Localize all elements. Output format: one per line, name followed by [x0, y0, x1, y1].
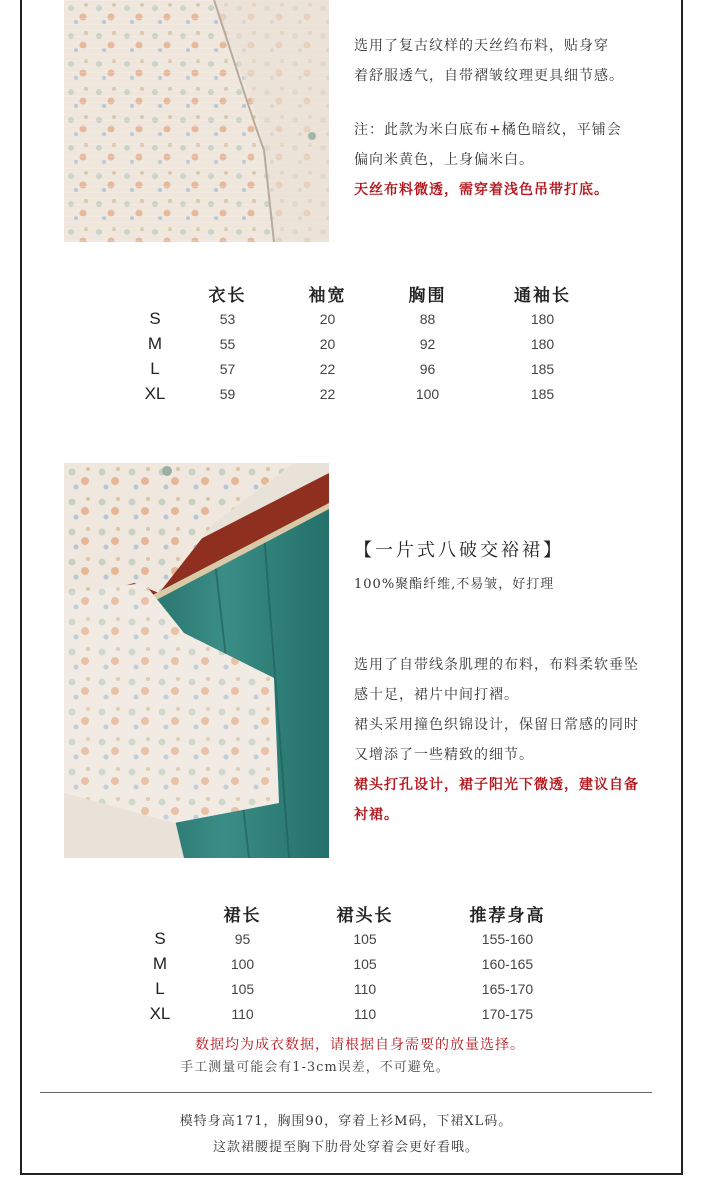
- table-cell: 100: [415, 385, 440, 402]
- skirt-size-table: [135, 900, 585, 1026]
- table-row: [135, 926, 585, 951]
- table-cell: 22: [319, 385, 336, 402]
- table-row: [130, 306, 610, 331]
- size-cell: S: [149, 308, 161, 328]
- desc-line: 感十足，裙片中间打褶。: [354, 687, 519, 703]
- skirt-description: [354, 650, 684, 830]
- table-header-row: [130, 280, 610, 306]
- header-cell: 胸围: [408, 285, 447, 306]
- table-row: [135, 976, 585, 1001]
- size-cell: M: [152, 953, 168, 973]
- footer-line: 模特身高171，胸围90，穿着上衫M码，下裙XL码。: [179, 1114, 513, 1129]
- table-cell: 160-165: [481, 955, 534, 972]
- table-cell: 155-160: [481, 930, 534, 947]
- header-cell: 推荐身高: [469, 905, 546, 926]
- data-note: 数据均为成衣数据，请根据自身需要的放量选择。: [195, 1037, 525, 1053]
- skirt-material: [354, 570, 684, 600]
- skirt-detail-photo: [64, 463, 329, 858]
- warning-text: 裙头打孔设计，裙子阳光下微透，建议自备: [354, 777, 639, 793]
- table-cell: 110: [353, 1005, 377, 1022]
- divider-line: [40, 1092, 652, 1093]
- table-cell: 53: [219, 310, 236, 327]
- skirt-title: 【一片式八破交裕裙】: [354, 540, 564, 561]
- table-header-row: [135, 900, 585, 926]
- measure-note: 手工测量可能会有1-3cm误差，不可避免。: [180, 1060, 450, 1075]
- warning-text: 天丝布料微透，需穿着浅色吊带打底。: [354, 182, 609, 198]
- footer-line: 这款裙腰提至胸下肋骨处穿着会更好看哦。: [212, 1140, 479, 1155]
- table-cell: 105: [353, 955, 377, 972]
- table-cell: 96: [419, 360, 436, 377]
- header-cell: [130, 280, 180, 306]
- desc-line: 选用了自带线条肌理的布料，布料柔软垂坠: [354, 657, 639, 673]
- table-cell: 180: [530, 310, 555, 327]
- table-cell: 165-170: [481, 980, 534, 997]
- table-cell: 59: [219, 385, 236, 402]
- size-cell: S: [154, 928, 166, 948]
- desc-line: 着舒服透气，自带褶皱纹理更具细节感。: [354, 68, 624, 84]
- table-cell: 95: [234, 930, 251, 947]
- color-note-line: 注：此款为米白底布+橘色暗纹，平铺会: [354, 122, 622, 138]
- table-cell: 100: [230, 955, 255, 972]
- size-cell: L: [150, 358, 160, 378]
- blouse-size-table: [130, 280, 610, 406]
- table-cell: 185: [530, 360, 555, 377]
- color-note-line: 偏向米黄色，上身偏米白。: [354, 152, 534, 168]
- table-cell: 22: [319, 360, 336, 377]
- table-cell: 170-175: [481, 1005, 534, 1022]
- table-cell: 88: [419, 310, 436, 327]
- table-cell: 55: [219, 335, 236, 352]
- table-cell: 57: [219, 360, 236, 377]
- table-row: [130, 381, 610, 406]
- blouse-detail-photo: [64, 0, 329, 242]
- table-cell: 105: [230, 980, 255, 997]
- size-cell: M: [147, 333, 163, 353]
- size-cell: L: [155, 978, 165, 998]
- blouse-description: [354, 31, 674, 205]
- header-cell: 裙长: [223, 905, 262, 926]
- desc-line: 又增添了一些精致的细节。: [354, 747, 534, 763]
- table-row: [130, 356, 610, 381]
- desc-line: 选用了复古纹样的天丝绉布料，贴身穿: [354, 38, 609, 54]
- table-row: [135, 1001, 585, 1026]
- table-cell: 20: [319, 335, 336, 352]
- table-cell: 92: [419, 335, 436, 352]
- table-row: [135, 951, 585, 976]
- header-cell: 通袖长: [514, 285, 571, 306]
- warning-text: 衬裙。: [354, 807, 399, 823]
- table-row: [130, 331, 610, 356]
- table-cell: 180: [530, 335, 555, 352]
- table-cell: 110: [231, 1005, 254, 1022]
- header-cell: 衣长: [208, 285, 247, 306]
- desc-line: 裙头采用撞色织锦设计，保留日常感的同时: [354, 717, 639, 733]
- size-cell: XL: [144, 383, 166, 403]
- size-cell: XL: [149, 1003, 171, 1023]
- header-cell: 裙头长: [336, 905, 394, 926]
- table-cell: 20: [319, 310, 336, 327]
- table-cell: 105: [353, 930, 377, 947]
- material-text: 100%聚酯纤维,不易皱，好打理: [354, 577, 555, 592]
- header-cell: [135, 900, 185, 926]
- table-cell: 110: [353, 980, 377, 997]
- header-cell: 袖宽: [308, 285, 347, 306]
- table-cell: 185: [530, 385, 555, 402]
